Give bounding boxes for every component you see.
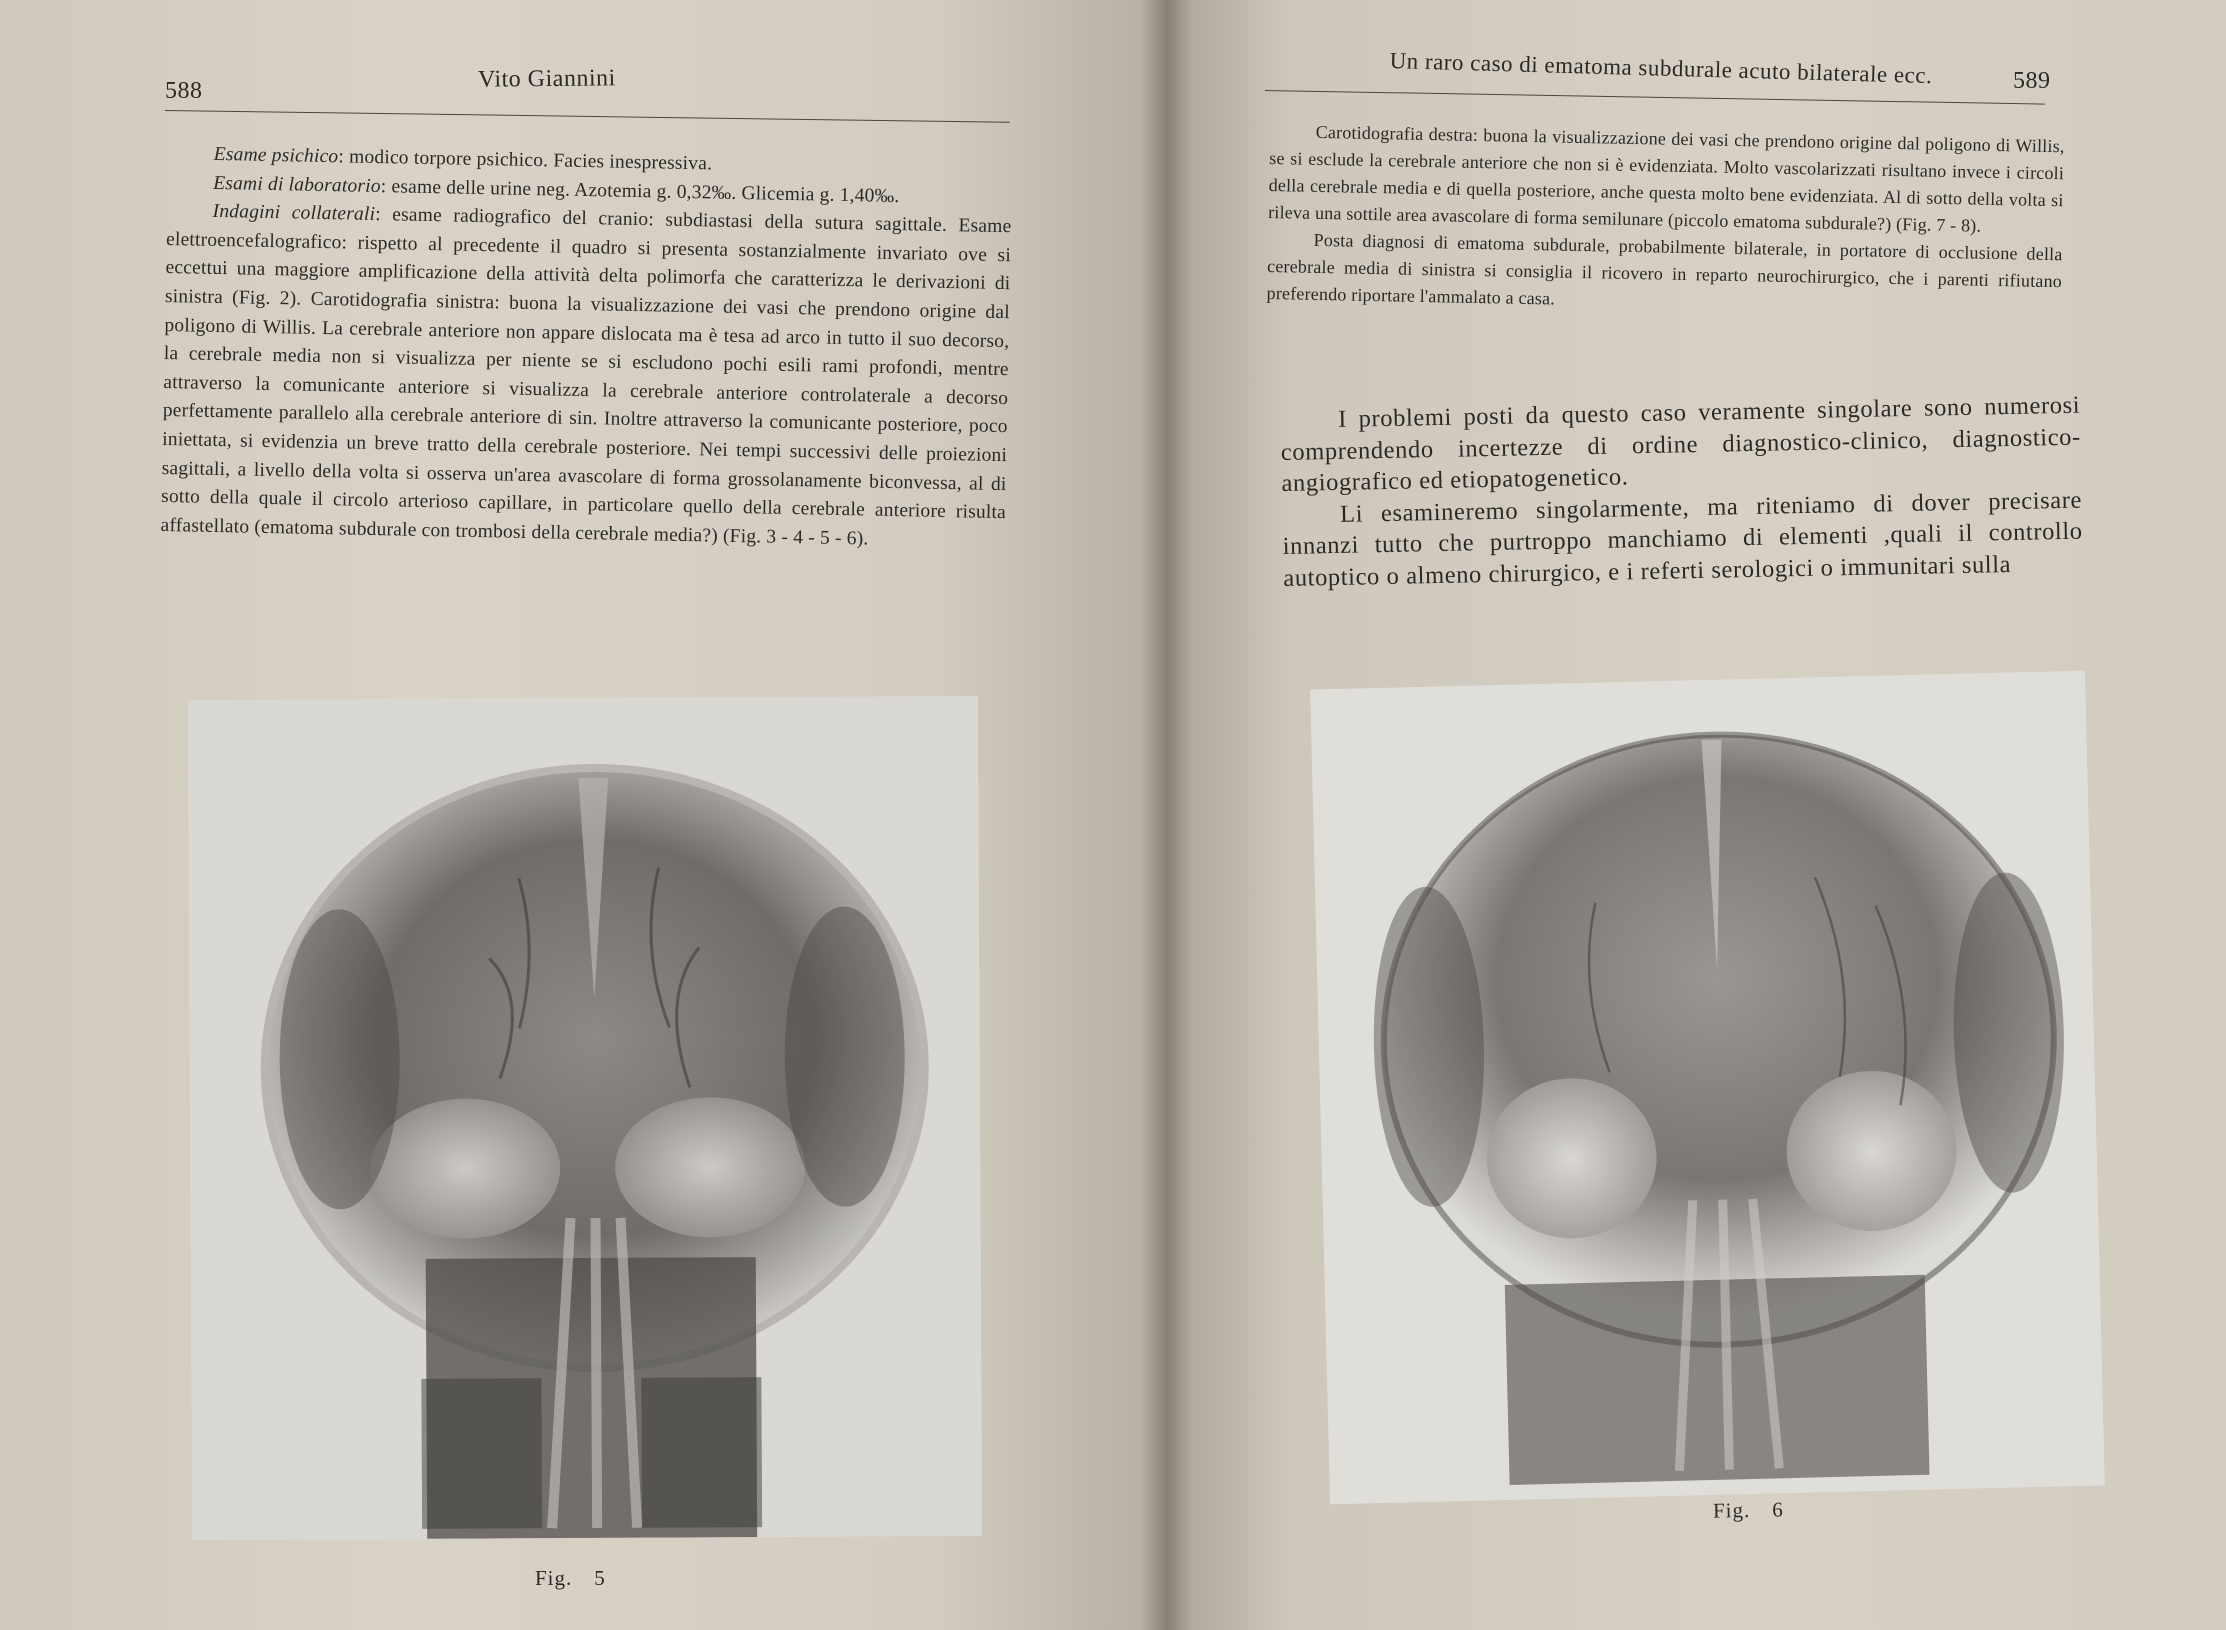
right-small-text-block [1266, 118, 2064, 322]
right-header-rule [1265, 90, 2045, 105]
figure-5-xray [188, 696, 982, 1540]
left-running-head: Vito Giannini [477, 65, 616, 93]
right-page-number: 589 [2013, 68, 2051, 94]
right-running-head: Un raro caso di ematoma subdurale acuto bilaterale ecc. [1389, 48, 1933, 89]
left-text-block [160, 140, 1013, 556]
left-header-rule [165, 110, 1010, 123]
paragraph-esamineremo: Li esamineremo singolarmente, ma riteniamo di dover precisare innanzi tutto che purtroppo manchiamo di elementi ,quali il controllo autoptico o almeno chirurgico, e i referti serologici o immunitari sulla [1282, 486, 2083, 592]
figure-6-caption: Fig. 6 [1712, 1497, 1784, 1523]
paragraph-esame-psichico: Esame psichico: modico torpore psichico. Facies inespressiva. [213, 143, 713, 175]
figure-5-caption: Fig. 5 [535, 1566, 606, 1590]
paragraph-indagini-collaterali: Indagini collaterali: esame radiografico del cranio: subdiastasi della sutura sagittale. Esame elettroencefalografico: rispetto al precedente il quadro si presenta sostanzialmente invariato ove si eccettui una maggiore amplificazione della attività delta polimorfa che caratterizza le derivazioni di sinistra (Fig. 2). Carotidografia sinistra: buona la visualizzazione dei vasi che prendono origine dal poligono di Willis. La cerebrale anteriore non appare dislocata ma è tesa ad arco in tutto il suo decorso, la cerebrale media non si visualizza per niente se si escludono pochi esili rami profondi, mentre attraverso la comunicante anteriore si visualizza la cerebrale anteriore controlaterale a decorso perfettamente parallelo alla cerebrale anteriore di sin. Inoltre attraverso la comunicante posteriore, poco iniettata, si evidenzia un breve tratto della cerebrale posteriore. Nei tempi successivi delle proiezioni sagittali, a livello della volta si osserva un'area avascolare di forma grossolanamente biconvessa, al di sotto della quale il circolo arterioso capillare, in particolare quello della cerebrale anteriore risulta affastellato (ematoma subdurale con trombosi della cerebrale media?) (Fig. 3 - 4 - 5 - 6). [160, 201, 1012, 550]
right-page [1165, 0, 2226, 1630]
paragraph-problemi: I problemi posti da questo caso veramente singolare sono numerosi comprendendo incertezze di ordine diagnostico-clinico, diagnostico-angiografico ed etiopatogenetico. [1280, 391, 2082, 497]
paragraph-posta-diagnosi: Posta diagnosi di ematoma subdurale, probabilmente bilaterale, in portatore di occlusione della cerebrale media di sinistra si consiglia il ricovero in reparto neurochirurgico, che i parenti rifiutano preferendo riportare l'ammalato a casa. [1266, 229, 2063, 309]
skull-xray-image [188, 696, 982, 1540]
figure-6-xray [1310, 671, 2105, 1505]
right-body-text-block [1280, 390, 2083, 594]
skull-xray-image-2 [1310, 671, 2105, 1505]
paragraph-esami-laboratorio: Esami di laboratorio: esame delle urine neg. Azotemia g. 0,32‰. Glicemia g. 1,40‰. [212, 172, 900, 207]
book-gutter [1140, 0, 1192, 1630]
left-page-number: 588 [165, 78, 203, 104]
paragraph-carotidografia-destra: Carotidografia destra: buona la visualizzazione dei vasi che prendono origine dal poligono di Willis, se si esclude la cerebrale anteriore che non si è evidenziata. Molto vascolarizzati risultano invece i circoli della cerebrale media e di quella posteriore, anche questa molto bene evidenziata. Al di sotto della volta si rileva una sottile area avascolare di forma semilunare (piccolo ematoma subdurale?) (Fig. 7 - 8). [1268, 121, 2065, 236]
